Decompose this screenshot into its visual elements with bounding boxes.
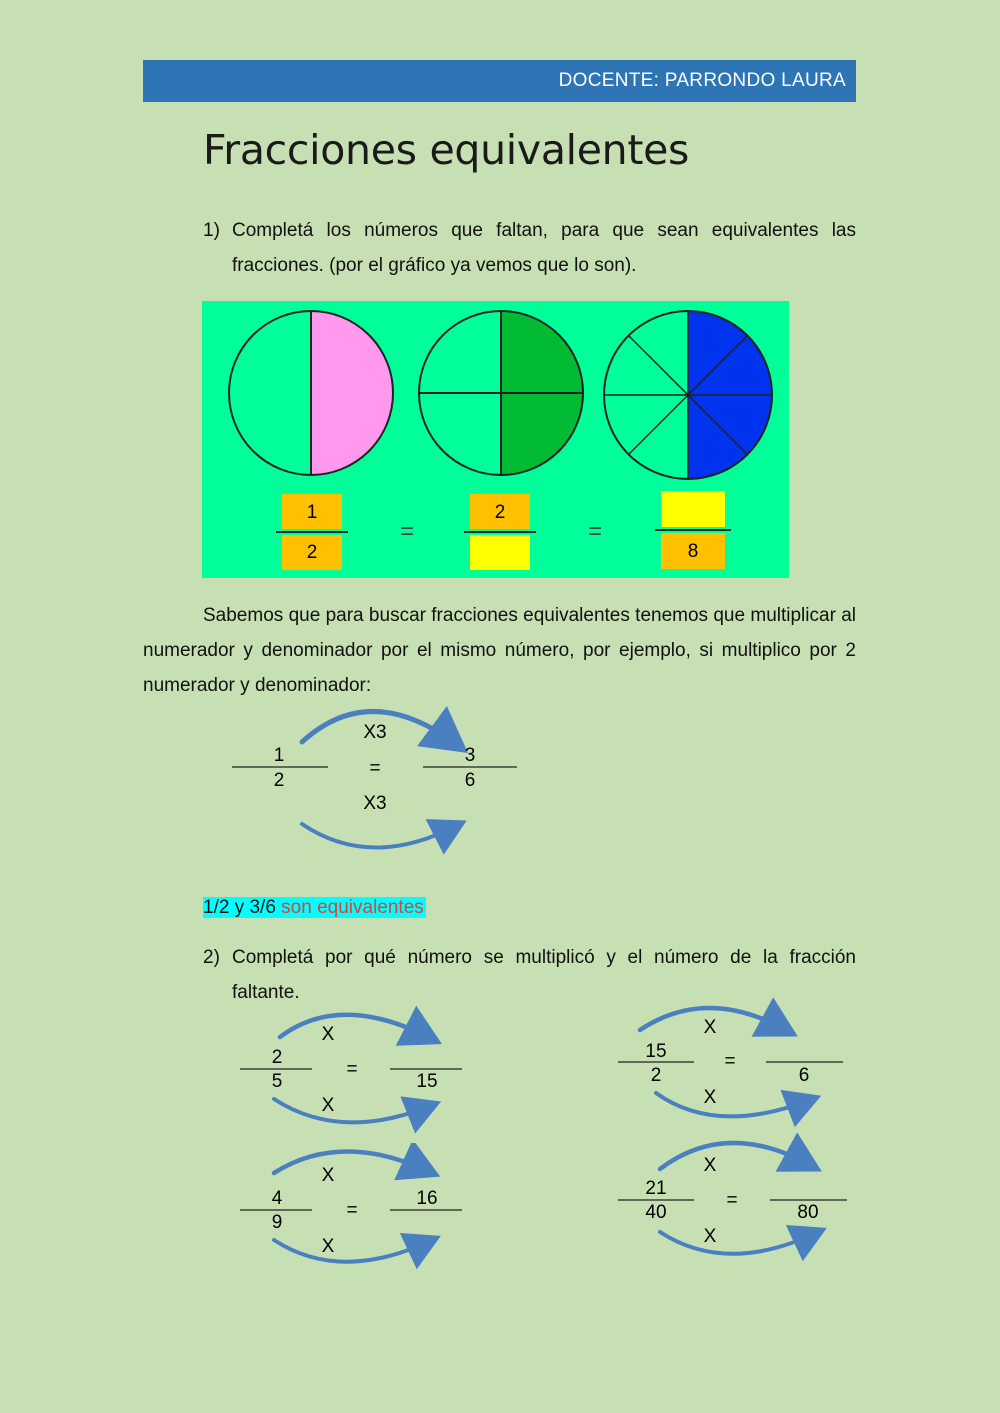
exercise-1-top-arrow <box>280 1015 430 1038</box>
question-2-number: 2) <box>203 947 220 968</box>
highlight-equivalent: son equivalentes <box>281 897 424 918</box>
exercise-2 <box>606 996 856 1131</box>
exercise-4-equals: = <box>726 1190 738 1211</box>
circle-halves-shaded <box>311 311 393 475</box>
question-1-number: 1) <box>203 220 220 241</box>
example-diagram <box>220 700 540 860</box>
fraction-2-denominator-box <box>470 535 530 570</box>
fraction-3-denominator: 8 <box>687 541 699 562</box>
explanation-paragraph: Sabemos que para buscar fracciones equivalentes tenemos que multiplicar al numerador y denominador por el mismo número, por ejemplo, si multiplico por 2 numerador y denominador: <box>143 605 856 696</box>
example-left-denominator: 2 <box>273 770 285 791</box>
figure-equals-1: = <box>399 518 415 545</box>
exercise-4 <box>606 1133 856 1268</box>
exercise-1-equals: = <box>346 1059 358 1080</box>
circle-eighths <box>604 311 772 479</box>
exercise-1-right-denominator: 15 <box>416 1071 438 1092</box>
exercise-3-equals: = <box>346 1200 358 1221</box>
example-left-numerator: 1 <box>273 745 285 766</box>
page-title: Fracciones equivalentes <box>203 126 690 174</box>
header-teacher-name: DOCENTE: PARRONDO LAURA <box>558 70 846 91</box>
header-bar <box>143 60 856 102</box>
exercise-1-left-numerator: 2 <box>271 1047 283 1068</box>
exercise-1-top-label[interactable]: X <box>321 1024 335 1045</box>
exercise-4-bottom-arrow <box>660 1232 816 1254</box>
exercise-2-left-denominator: 2 <box>650 1065 662 1086</box>
exercise-4-bottom-label[interactable]: X <box>703 1226 717 1247</box>
exercise-3-top-label[interactable]: X <box>321 1165 335 1186</box>
exercise-1-left-denominator: 5 <box>271 1071 283 1092</box>
highlight-fractions: 1/2 y 3/6 <box>203 897 282 918</box>
circle-halves <box>229 311 393 475</box>
example-right-denominator: 6 <box>464 770 476 791</box>
exercise-1-bottom-label[interactable]: X <box>321 1095 335 1116</box>
figure-equals-2: = <box>587 518 603 545</box>
exercise-3-left-denominator: 9 <box>271 1212 283 1233</box>
question-2-text: Completá por qué número se multiplicó y el número de la fracción faltante. <box>232 947 856 1003</box>
highlight-line <box>203 897 426 919</box>
exercise-2-bottom-label[interactable]: X <box>703 1087 717 1108</box>
exercise-3-left-numerator: 4 <box>271 1188 283 1209</box>
exercise-2-equals: = <box>724 1051 736 1072</box>
fraction-circles-svg <box>202 301 789 578</box>
exercise-3-right-numerator: 16 <box>416 1188 438 1209</box>
fraction-1-denominator: 2 <box>306 542 318 563</box>
example-equals: = <box>369 758 381 779</box>
exercise-4-left-numerator: 21 <box>645 1178 667 1199</box>
exercise-2-left-numerator: 15 <box>645 1041 667 1062</box>
exercise-4-top-arrow <box>660 1143 810 1169</box>
fraction-circles-figure <box>202 301 789 578</box>
question-1-text: Completá los números que faltan, para que sean equivalentes las fracciones. (por el gráfico ya vemos que lo son). <box>232 220 856 276</box>
circle-quarters <box>419 311 583 475</box>
exercise-3 <box>230 1143 480 1278</box>
exercise-3-bottom-label[interactable]: X <box>321 1236 335 1257</box>
exercise-2-bottom-arrow <box>656 1093 810 1116</box>
exercise-2-right-denominator: 6 <box>798 1065 810 1086</box>
exercise-1-bottom-arrow <box>274 1099 430 1122</box>
exercise-4-right-denominator: 80 <box>797 1202 819 1223</box>
exercise-2-top-label[interactable]: X <box>703 1017 717 1038</box>
example-bottom-label: X3 <box>363 793 387 814</box>
exercise-4-top-label[interactable]: X <box>703 1155 717 1176</box>
exercise-3-top-arrow <box>274 1151 428 1173</box>
exercise-3-bottom-arrow <box>274 1240 430 1262</box>
exercise-4-left-denominator: 40 <box>645 1202 667 1223</box>
bottom-arrow <box>302 824 456 848</box>
example-top-label: X3 <box>363 722 387 743</box>
example-right-numerator: 3 <box>464 745 476 766</box>
fraction-1-numerator: 1 <box>306 502 318 523</box>
fraction-3-numerator-box <box>661 491 725 527</box>
fraction-2-numerator: 2 <box>494 502 506 523</box>
exercise-1 <box>230 1002 480 1137</box>
